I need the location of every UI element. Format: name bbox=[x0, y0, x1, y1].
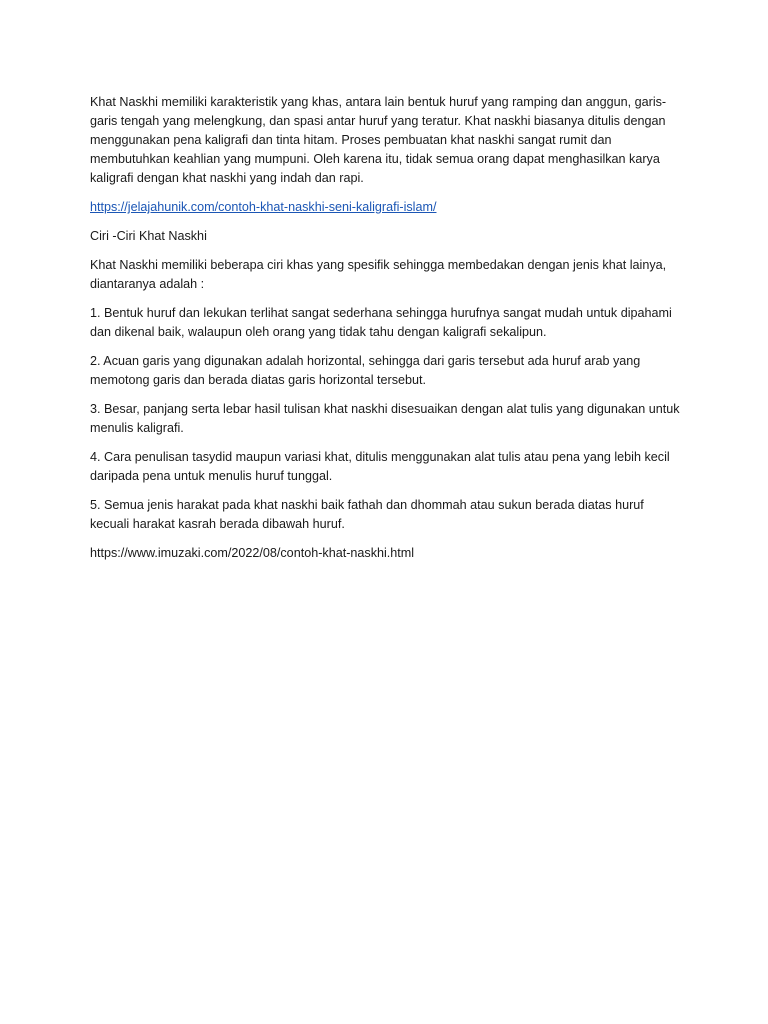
list-item-2: 2. Acuan garis yang digunakan adalah horizontal, sehingga dari garis tersebut ada huruf arab yang memotong garis dan berada diatas garis horizontal tersebut. bbox=[90, 354, 641, 387]
list-item-4: 4. Cara penulisan tasydid maupun variasi khat, ditulis menggunakan alat tulis atau pena yang lebih kecil daripada pena untuk menulis huruf tunggal. bbox=[90, 450, 670, 483]
list-item-5: 5. Semua jenis harakat pada khat naskhi baik fathah dan dhommah atau sukun berada diatas huruf kecuali harakat kasrah berada dibawah huruf. bbox=[90, 498, 644, 531]
source-link-paragraph bbox=[90, 198, 680, 217]
list-item-3: 3. Besar, panjang serta lebar hasil tulisan khat naskhi disesuaikan dengan alat tulis yang digunakan untuk menulis kaligrafi. bbox=[90, 402, 680, 435]
list-item-1: 1. Bentuk huruf dan lekukan terlihat sangat sederhana sehingga hurufnya sangat mudah untuk dipahami dan dikenal baik, walaupun oleh orang yang tidak tahu dengan kaligrafi sekalipun. bbox=[90, 306, 672, 339]
source-url-text: https://www.imuzaki.com/2022/08/contoh-khat-naskhi.html bbox=[90, 546, 415, 560]
section-heading: Ciri -Ciri Khat Naskhi bbox=[90, 229, 207, 243]
intro-paragraph: Khat Naskhi memiliki karakteristik yang khas, antara lain bentuk huruf yang ramping dan anggun, garis-garis tengah yang melengkung, dan spasi antar huruf yang teratur. Khat naskhi biasanya ditulis dengan menggunakan pena kaligrafi dan tinta hitam. Proses pembuatan khat naskhi sangat rumit dan membutuhkan keahlian yang mumpuni. Oleh karena itu, tidak semua orang dapat menghasilkan karya kaligrafi dengan khat naskhi yang indah dan rapi. bbox=[90, 95, 667, 185]
section-intro: Khat Naskhi memiliki beberapa ciri khas yang spesifik sehingga membedakan dengan jenis khat lainya, diantaranya adalah : bbox=[90, 258, 667, 291]
source-link-jelajahunik[interactable]: https://jelajahunik.com/contoh-khat-naskhi-seni-kaligrafi-islam/ bbox=[90, 200, 437, 214]
document-body bbox=[90, 93, 680, 573]
